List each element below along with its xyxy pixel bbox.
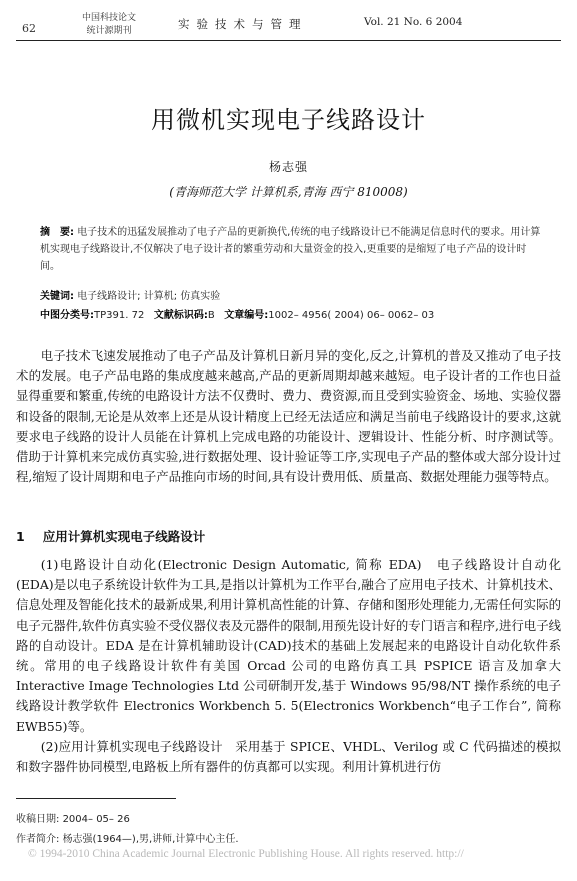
- article-number-value: 1002– 4956( 2004) 06– 0062– 03: [268, 310, 435, 321]
- doc-code-value: B: [207, 310, 215, 321]
- abstract-label: 摘 要:: [40, 227, 74, 238]
- section-title: 应用计算机实现电子线路设计: [42, 529, 206, 544]
- copyright-watermark: © 1994-2010 China Academic Journal Electronic Publishing House. All rights reserved. http://: [28, 848, 464, 860]
- abstract-text: 电子技术的迅猛发展推动了电子产品的更新换代,传统的电子线路设计已不能满足信息时代的要求。用计算机实现电子线路设计,不仅解决了电子设计者的繁重劳动和大量资金的投入,更重要的是缩短了电子产品的设计时间。: [40, 227, 541, 272]
- abstract: [40, 224, 545, 275]
- computer-design-paragraph: (2)应用计算机实现电子线路设计 采用基于 SPICE、VHDL、Verilog 或 C 代码描述的模拟和数字器件协同模型,电路板上所有器件的仿真都可以实现。利用计算机进行仿: [16, 739, 561, 775]
- journal-volume: Vol. 21 No. 6 2004: [364, 16, 463, 28]
- clc-value: TP391. 72: [94, 310, 145, 321]
- received-value: 2004– 05– 26: [62, 814, 130, 825]
- intro-paragraph: 电子技术飞速发展推动了电子产品及计算机日新月异的变化,反之,计算机的普及又推动了电子技术的发展。电子产品电路的集成度越来越高,产品的更新周期却越来越短。电子设计者的工作也日益显得重要和繁重,传统的电路设计方法不仅费时、费力、费资源,而且受到实验资金、场地、实验仪器和设备的限制,无论是从效率上还是从设计精度上已经无法适应和满足当前电子线路设计的要求,这就要求电子线路的设计人员能在计算机上完成电路的功能设计、逻辑设计、性能分析、时序测试等。借助于计算机来完成仿真实验,进行数据处理、设计验证等工序,实现电子产品的整体或大部分设计过程,缩短了设计周期和电子产品推向市场的时间,具有设计费用低、质量高、数据处理能力强等特点。: [16, 348, 561, 485]
- source-line-1: 中国科技论文: [82, 13, 137, 23]
- classification-line: [40, 306, 545, 321]
- keywords-text: 电子线路设计; 计算机; 仿真实验: [77, 291, 221, 302]
- received-date: [16, 810, 130, 825]
- keywords-label: 关键词:: [40, 291, 74, 302]
- author-bio: [16, 830, 239, 845]
- section-number: 1: [16, 529, 25, 544]
- bio-label: 作者简介:: [16, 834, 60, 845]
- section-heading: [16, 527, 205, 545]
- bio-value: 杨志强(1964—),男,讲师,计算中心主任.: [62, 834, 239, 845]
- journal-source-label: [82, 12, 136, 38]
- article-number-label: 文章编号:: [224, 310, 269, 321]
- keywords: [40, 287, 545, 302]
- received-label: 收稿日期:: [16, 814, 60, 825]
- eda-paragraph: (1)电路设计自动化(Electronic Design Automatic, 简称 EDA) 电子线路设计自动化(EDA)是以电子系统设计软件为工具,是指以计算机为工作平台,融合了应用电子技术、计算机技术、信息处理及智能化技术的最新成果,利用计算机高性能的计算、存储和图形处理能力,无需任何实际的电子元器件,软件仿真实验不受仪器仪表及元器件的限制,用预先设计好的专门语言和程序,进行电子线路的自动设计。EDA 是在计算机辅助设计(CAD)技术的基础上发展起来的电路设计自动化软件系统。常用的电子线路设计软件有美国 Orcad 公司的电路仿真工具 PSPICE 语言及加拿大 Interactive Image Technologies Ltd 公司研制开发,基于 Windows 95/98/NT 操作系统的电子线路设计教学软件 Electronics Workbench 5. 5(Electronics Workbench“电子工作台”, 简称 EWB55)等。: [16, 557, 561, 734]
- clc-label: 中图分类号:: [40, 310, 94, 321]
- article-title: 用微机实现电子线路设计: [151, 106, 426, 134]
- doc-code-label: 文献标识码:: [153, 310, 208, 321]
- author-affiliation: (青海师范大学 计算机系,青海 西宁 810008): [169, 185, 408, 199]
- article-author: 杨志强: [268, 160, 308, 174]
- page-number: 62: [22, 22, 36, 35]
- source-line-2: 统计源期刊: [86, 26, 132, 36]
- journal-title: 实验技术与管理: [178, 17, 308, 31]
- footnote-divider: [16, 798, 176, 799]
- header-divider: [16, 40, 561, 41]
